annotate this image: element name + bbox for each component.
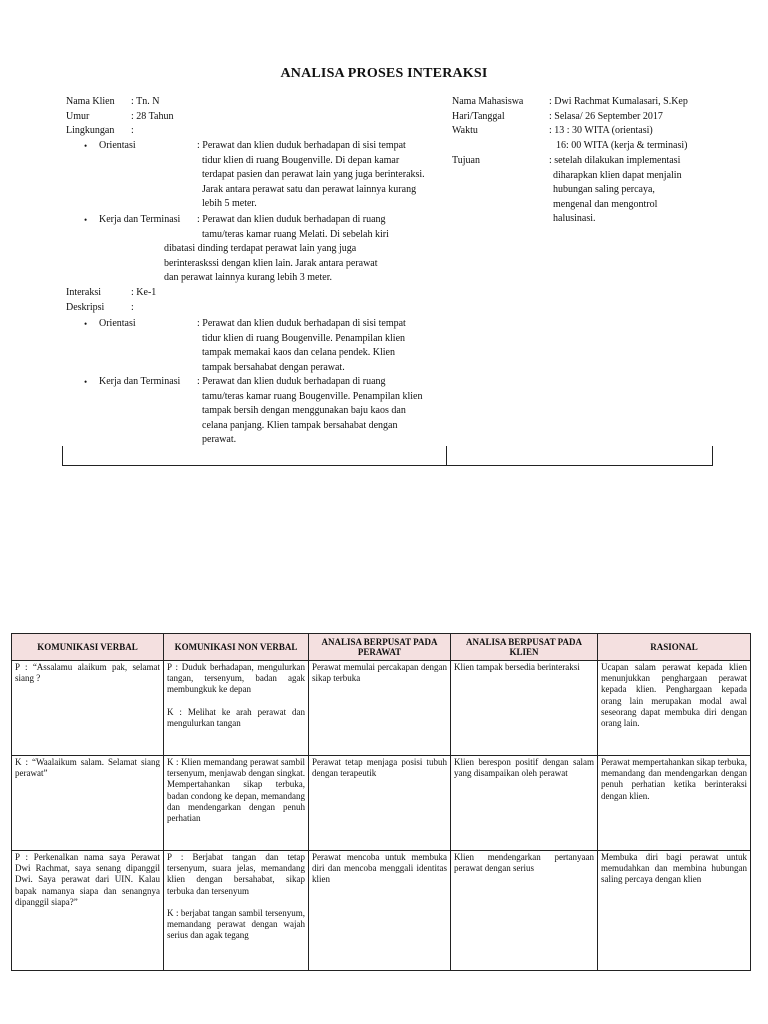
cell-analisa-klien: Klien berespon positif dengan salam yang disampaikan oleh perawat (451, 756, 598, 851)
deskripsi-value: : (131, 302, 134, 313)
tujuan-label: Tujuan (452, 155, 480, 166)
cell-verbal: P : “Assalamu alaikum pak, selamat siang ? (12, 661, 164, 756)
hari-tanggal-value: : Selasa/ 26 September 2017 (549, 111, 663, 122)
waktu-value-2: 16: 00 WITA (kerja & terminasi) (556, 140, 688, 151)
header-analisa-klien: ANALISA BERPUSAT PADA KLIEN (451, 634, 598, 661)
frame-middle-line (446, 446, 447, 466)
cell-analisa-klien: Klien mendengarkan pertanyaan perawat dengan serius (451, 851, 598, 971)
cell-rasional: Membuka diri bagi perawat untuk memudahkan dan membina hubungan saling percaya dengan klien (598, 851, 751, 971)
cell-rasional: Ucapan salam perawat kepada klien menunjukkan penghargaan perawat kepada klien. Penghargaan kepada orang lain merupakan modal awal seseorang dapat membuka diri dengan orang lain. (598, 661, 751, 756)
frame-left-line (62, 446, 63, 466)
cell-verbal: P : Perkenalkan nama saya Perawat Dwi Rachmat, saya senang dipanggil Dwi. Saya perawat dari UIN. Kalau bapak namanya siapa dan senangnya dipanggil siapa?” (12, 851, 164, 971)
page-title: ANALISA PROSES INTERAKSI (280, 66, 488, 81)
interaksi-value: : Ke-1 (131, 287, 157, 298)
cell-analisa-perawat: Perawat mencoba untuk membuka diri dan mencoba menggali identitas klien (309, 851, 451, 971)
waktu-label: Waktu (452, 125, 478, 136)
bullet-icon: • (84, 319, 88, 329)
cell-verbal: K : “Waalaikum salam. Selamat siang perawat” (12, 756, 164, 851)
nama-mahasiswa-label: Nama Mahasiswa (452, 96, 524, 107)
analysis-table (11, 633, 751, 971)
kerja-label: Kerja dan Terminasi (99, 214, 181, 225)
bullet-icon: • (84, 141, 88, 151)
nama-mahasiswa-value: : Dwi Rachmat Kumalasari, S.Kep (549, 96, 688, 107)
nama-klien-value: : Tn. N (131, 96, 160, 107)
table-row (12, 851, 751, 971)
lingkungan-label: Lingkungan (66, 125, 115, 136)
umur-value: : 28 Tahun (131, 111, 174, 122)
umur-label: Umur (66, 111, 90, 122)
orientasi-text: : Perawat dan klien duduk berhadapan di sisi tempat tidur klien di ruang Bougenville. Di depan kamar terdapat pasien dan perawat lain yang juga berinteraksi. Jarak antara perawat satu dan perawat lainnya kurang lebih 5 meter. (197, 140, 425, 210)
frame-bottom-line (62, 465, 713, 466)
desc-orientasi-label: Orientasi (99, 318, 136, 329)
hari-tanggal-label: Hari/Tanggal (452, 111, 505, 122)
header-komunikasi-non-verbal: KOMUNIKASI NON VERBAL (164, 634, 309, 661)
deskripsi-label: Deskripsi (66, 302, 105, 313)
interaksi-label: Interaksi (66, 287, 101, 298)
waktu-value: : 13 : 30 WITA (orientasi) (549, 125, 653, 136)
orientasi-label: Orientasi (99, 140, 136, 151)
kerja-text: : Perawat dan klien duduk berhadapan di ruang tamu/teras kamar ruang Melati. Di sebelah kiri dibatasi dinding terdapat perawat lain yang juga berinteraskssi dengan klien lain. Jarak antara perawat dan perawat lainnya kurang lebih 3 meter. (164, 214, 389, 284)
bullet-icon: • (84, 215, 88, 225)
table-header-row (12, 634, 751, 661)
cell-nonverbal: P : Berjabat tangan dan tetap tersenyum, suara jelas, memandang klien dengan bersahabat, sikap terbuka dan tersenyum K : berjabat tangan sambil tersenyum, memandang perawat dengan wajah serius dan agak tegang (164, 851, 309, 971)
header-rasional: RASIONAL (598, 634, 751, 661)
cell-analisa-perawat: Perawat memulai percakapan dengan sikap terbuka (309, 661, 451, 756)
tujuan-text: : setelah dilakukan implementasi diharapkan klien dapat menjalin hubungan saling percaya, mengenal dan mengontrol halusinasi. (549, 155, 682, 225)
bullet-icon: • (84, 377, 88, 387)
table-row (12, 756, 751, 851)
header-analisa-perawat: ANALISA BERPUSAT PADA PERAWAT (309, 634, 451, 661)
desc-kerja-label: Kerja dan Terminasi (99, 376, 181, 387)
desc-orientasi-text: : Perawat dan klien duduk berhadapan di sisi tempat tidur klien di ruang Bougenville. Penampilan klien tampak memakai kaos dan celana pendek. Klien tampak bersahabat dengan perawat. (197, 318, 406, 373)
cell-nonverbal: K : Klien memandang perawat sambil tersenyum, menjawab dengan singkat. Mempertahankan sikap terbuka, badan condong ke depan, memandang dan mendengarkan dengan penuh perhatian (164, 756, 309, 851)
nama-klien-label: Nama Klien (66, 96, 115, 107)
desc-kerja-text: : Perawat dan klien duduk berhadapan di ruang tamu/teras kamar ruang Bougenville. Penampilan klien tampak bersih dengan menggunakan baju kaos dan celana panjang. Klien tampak bersahabat dengan perawat. (197, 376, 423, 446)
cell-analisa-perawat: Perawat tetap menjaga posisi tubuh dengan terapeutik (309, 756, 451, 851)
table-row (12, 661, 751, 756)
cell-analisa-klien: Klien tampak bersedia berinteraksi (451, 661, 598, 756)
cell-rasional: Perawat mempertahankan sikap terbuka, memandang dan mendengarkan dengan penuh perhatian ketika berinteraksi dengan klien. (598, 756, 751, 851)
frame-right-line (712, 446, 713, 466)
cell-nonverbal: P : Duduk berhadapan, mengulurkan tangan, tersenyum, badan agak membungkuk ke depan K : Melihat ke arah perawat dan mengulurkan tangan (164, 661, 309, 756)
lingkungan-value: : (131, 125, 134, 136)
header-komunikasi-verbal: KOMUNIKASI VERBAL (12, 634, 164, 661)
